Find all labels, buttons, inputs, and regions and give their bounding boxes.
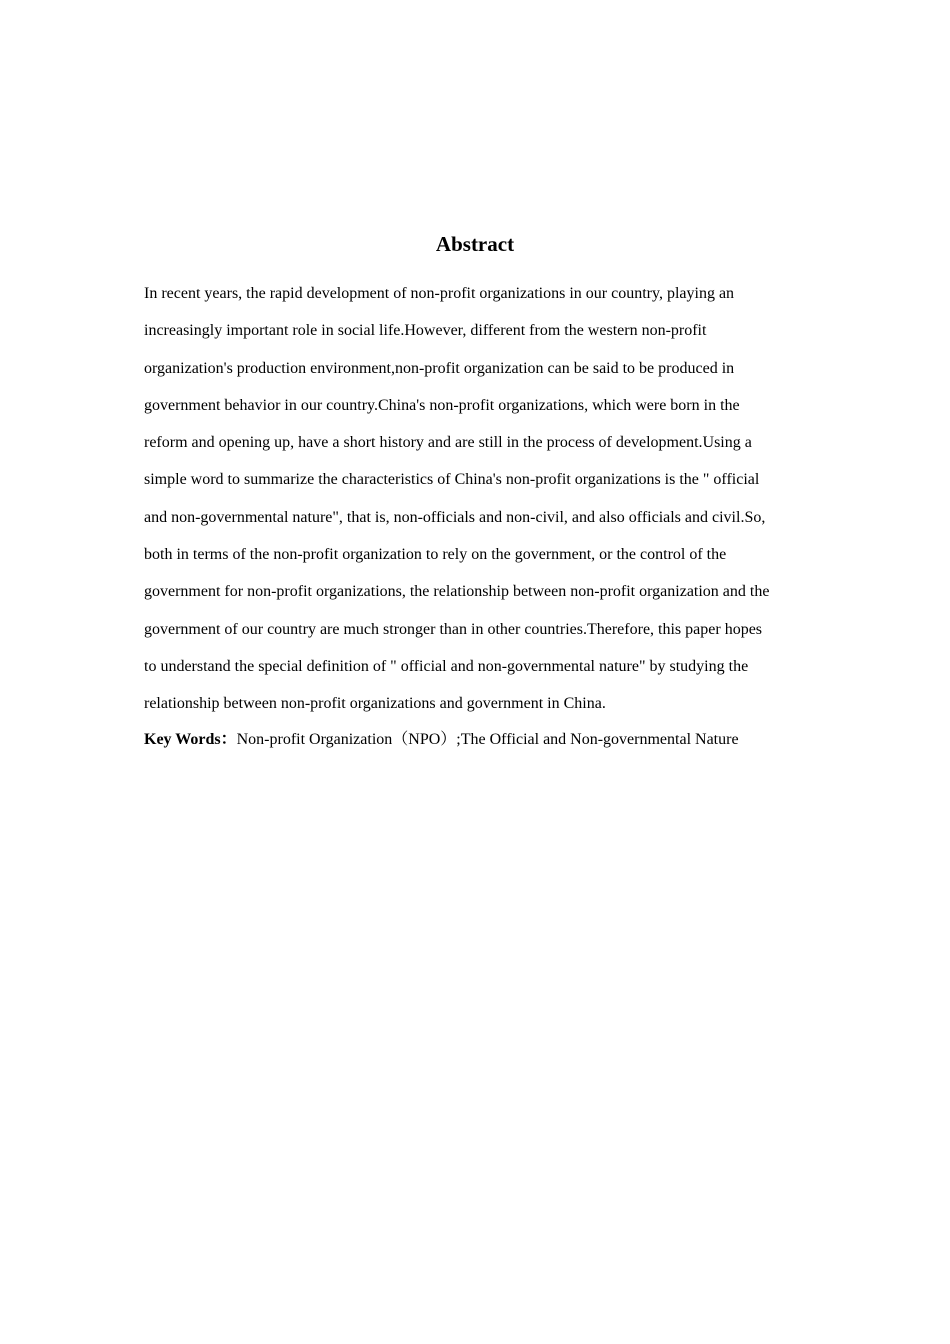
abstract-line: In recent years, the rapid development of non-profit organizations in our country, playing an xyxy=(144,285,735,302)
abstract-body xyxy=(144,275,824,723)
abstract-line: reform and opening up, have a short history and are still in the process of development.Using a xyxy=(144,434,752,452)
abstract-line: government of our country are much stronger than in other countries.Therefore, this paper hopes xyxy=(144,620,763,638)
abstract-line: government for non-profit organizations, the relationship between non-profit organization and the xyxy=(144,583,770,601)
abstract-line: increasingly important role in social life.However, different from the western non-profit xyxy=(144,322,707,340)
abstract-line: both in terms of the non-profit organization to rely on the government, or the control of the xyxy=(144,546,727,564)
abstract-line: relationship between non-profit organizations and government in China. xyxy=(144,695,606,713)
keywords-line xyxy=(144,727,824,753)
abstract-line: and non-governmental nature", that is, non-officials and non-civil, and also officials and civil.So, xyxy=(144,508,766,526)
abstract-line: to understand the special definition of " official and non-governmental nature" by studying the xyxy=(144,657,749,675)
abstract-line: government behavior in our country.China's non-profit organizations, which were born in the xyxy=(144,396,740,414)
keywords-value: Non-profit Organization（NPO）;The Official and Non-governmental Nature xyxy=(236,731,739,748)
abstract-line: simple word to summarize the characteristics of China's non-profit organizations is the " official xyxy=(144,471,760,489)
keywords-label: Key Words： xyxy=(144,731,237,748)
abstract-title: Abstract xyxy=(435,232,515,256)
abstract-line: organization's production environment,non-profit organization can be said to be produced in xyxy=(144,359,735,377)
